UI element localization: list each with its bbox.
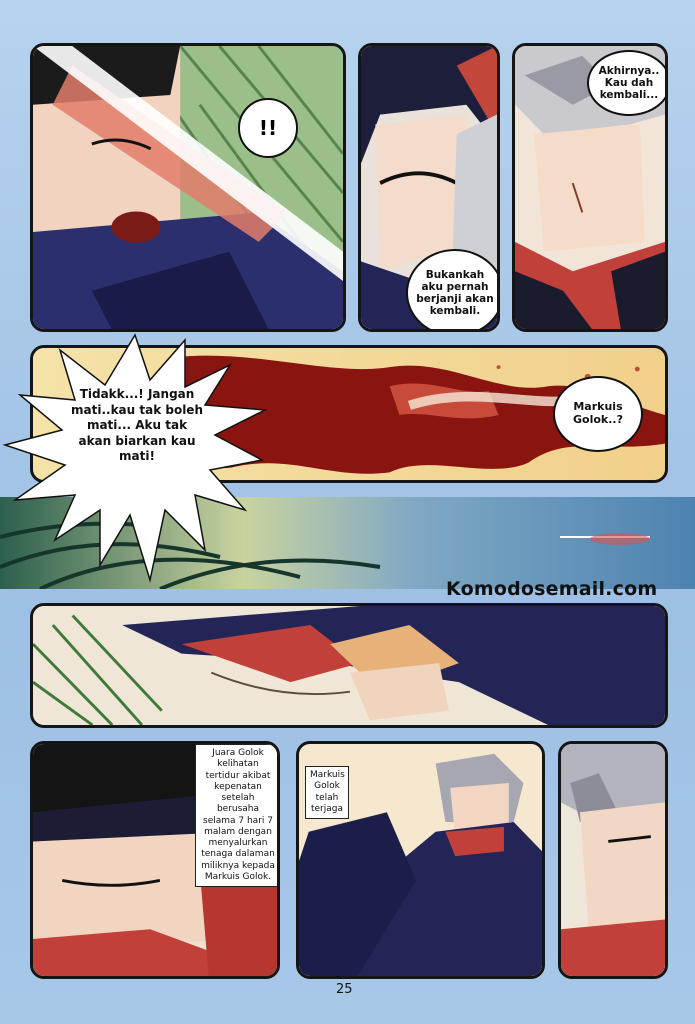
panel-markuis-closeup xyxy=(558,741,668,979)
panel-slash-shout xyxy=(30,43,346,332)
panel-sleeping-juara-golok xyxy=(30,741,280,979)
panel-markuis-awake xyxy=(296,741,545,979)
panel-markuis-closeup-art xyxy=(561,744,665,976)
narration-box-juara: Juara Golok kelihatan tertidur akibat kepenatan setelah berusaha selama 7 hari 7 malam dengan menyalurkan tenaga dalaman miliknya kepada Markuis Golok. xyxy=(195,744,280,887)
panel-slash-shout-art xyxy=(33,46,343,329)
narration-box-markuis: Markuis Golok telah terjaga xyxy=(305,766,349,819)
speech-bubble-markuis-golok-question: Markuis Golok..? xyxy=(553,376,643,452)
panel-fallen-man-art xyxy=(33,606,665,725)
page-number: 25 xyxy=(336,982,353,997)
panel-white-haired-man xyxy=(512,43,668,332)
speech-bubble-bukankah: Bukankah aku pernah berjanji akan kembali. xyxy=(406,249,500,332)
starburst-text: Tidakk...! Jangan mati..kau tak boleh mati... Aku tak akan biarkan kau mati! xyxy=(71,387,203,464)
watermark: Komodosemail.com xyxy=(446,578,658,600)
sfx-exclaim: !! xyxy=(238,98,298,158)
speech-bubble-akhirnya: Akhirnya.. Kau dah kembali... xyxy=(587,50,668,116)
panel-fallen-man xyxy=(30,603,668,728)
panel-hooded-man xyxy=(358,43,500,332)
starburst-tidakk xyxy=(0,325,270,585)
